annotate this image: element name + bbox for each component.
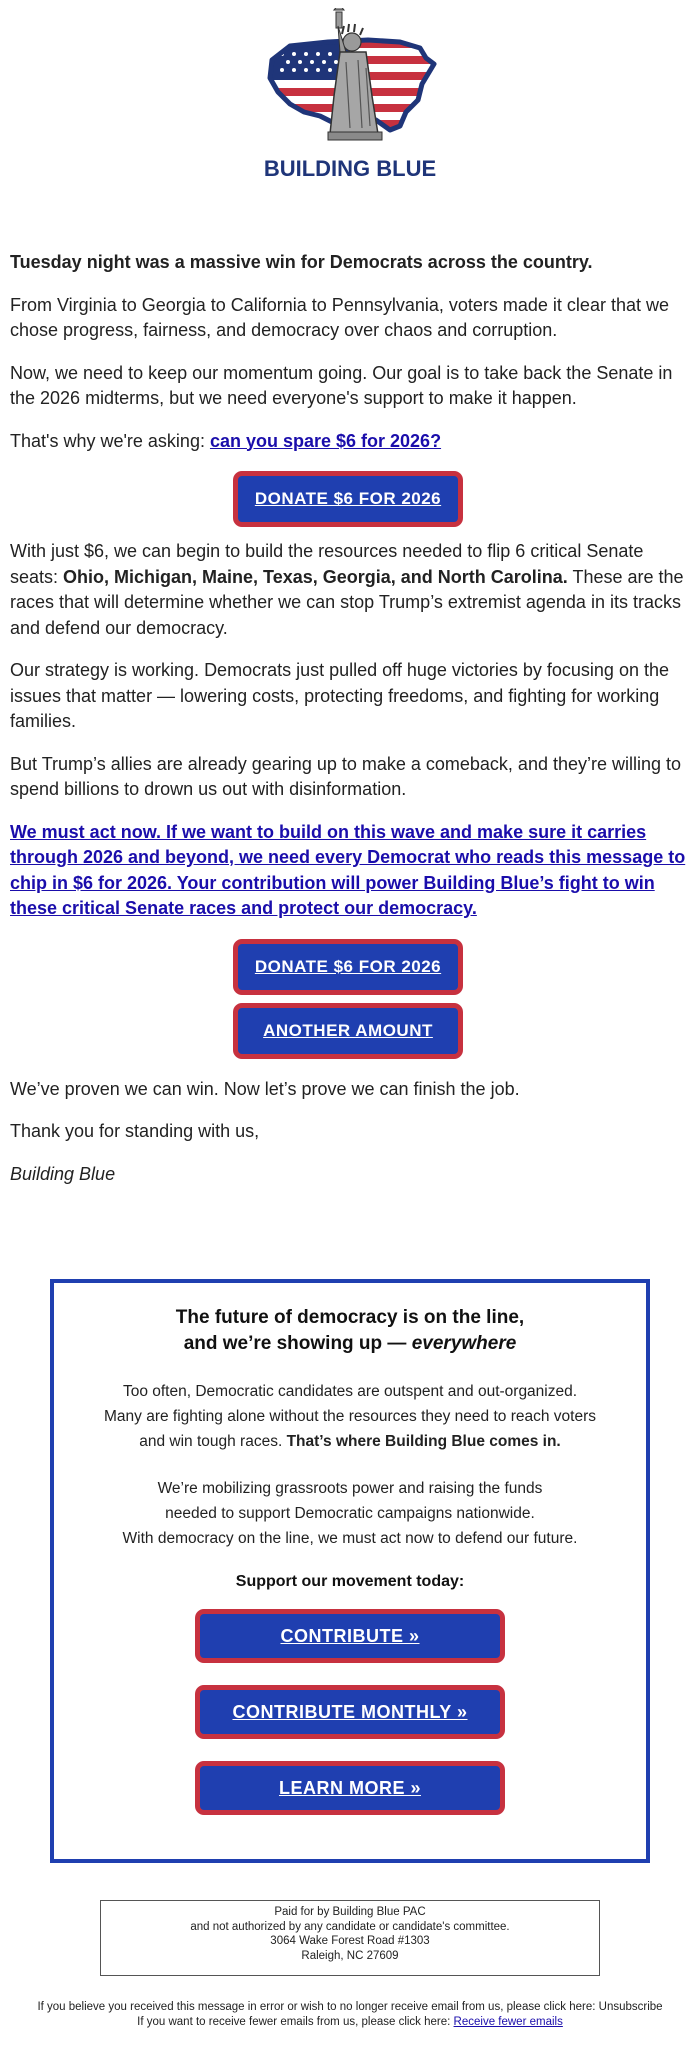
cta-row [54,1685,646,1739]
box-paragraph: We’re mobilizing grassroots power and raising the funds needed to support Democratic campaigns nationwide. With democracy on the line, we must act now to defend our future. [122,1480,578,1547]
body-paragraph: With just $6, we can begin to build the resources needed to flip 6 critical Senate seats: Ohio, Michigan, Maine, Texas, Georgia, and North Carolina. These are the races that will determine whether we can stop Trump’s extremist agenda in its tracks and defend our democracy. [10,541,684,638]
unsubscribe-line[interactable]: If you believe you received this message in error or wish to no longer receive email from us, please click here: Unsubscribe [37,2001,663,2013]
unsubscribe-section [0,2000,700,2030]
headline-paragraph: Tuesday night was a massive win for Democrats across the country. [10,252,593,272]
spare-6-link[interactable]: can you spare $6 for 2026? [209,430,442,451]
logo-graphic [250,8,450,190]
contribute-monthly-button[interactable]: CONTRIBUTE MONTHLY » [195,1685,505,1739]
act-now-paragraph [10,820,686,922]
fewer-emails-line: If you want to receive fewer emails from us, please click here: Receive fewer emails [137,2016,563,2028]
box-heading: The future of democracy is on the line, and we’re showing up — everywhere [175,1307,525,1354]
body-paragraph: But Trump’s allies are already gearing up to make a comeback, and they’re willing to spend billions to drown us out with disinformation. [10,753,682,799]
body-paragraph: We’ve proven we can win. Now let’s prove we can finish the job. [10,1078,520,1099]
support-label: Support our movement today: [235,1573,465,1590]
cta-row [10,1003,686,1059]
learn-more-button[interactable]: LEARN MORE » [195,1761,505,1815]
ask-paragraph: That's why we're asking: can you spare $6 for 2026? [10,430,442,451]
donate-6-button[interactable]: DONATE $6 FOR 2026 [233,471,463,527]
cta-row [54,1609,646,1663]
fewer-emails-link[interactable]: Receive fewer emails [453,2016,563,2028]
donate-6-button[interactable]: DONATE $6 FOR 2026 [233,939,463,995]
body-paragraph: Our strategy is working. Democrats just pulled off huge victories by focusing on the issues that matter — lowering costs, protecting freedoms, and fighting for working families. [10,660,669,731]
email-body [10,250,686,1204]
paid-for-disclaimer: Paid for by Building Blue PAC and not authorized by any candidate or candidate's committee. 3064 Wake Forest Road #1303 Raleigh, NC 27609 [100,1900,600,1976]
building-blue-logo [0,8,700,190]
another-amount-button[interactable]: ANOTHER AMOUNT [233,1003,463,1059]
act-now-link[interactable]: We must act now. If we want to build on this wave and make sure it carries through 2026 and beyond, we need every Democrat who reads this message to chip in $6 for 2026. Your contribution will power Building Blue’s fight to win these critical Senate races and protect our democracy. [10,821,686,918]
cta-row [10,471,686,527]
cta-row [10,939,686,995]
box-paragraph: Too often, Democratic candidates are outspent and out-organized. Many are fighting alone without the resources they need to reach voters and win tough races. That’s where Building Blue comes in. [104,1383,596,1450]
body-paragraph: Now, we need to keep our momentum going. Our goal is to take back the Senate in the 2026 midterms, but we need everyone's support to make it happen. [10,362,673,408]
closing-line: Thank you for standing with us, [10,1121,260,1141]
logo-text: BUILDING BLUE [263,156,437,181]
cta-row [54,1761,646,1815]
signature: Building Blue [10,1163,116,1184]
movement-box [50,1279,650,1863]
body-paragraph: From Virginia to Georgia to California to Pennsylvania, voters made it clear that we chose progress, fairness, and democracy over chaos and corruption. [10,294,669,340]
contribute-button[interactable]: CONTRIBUTE » [195,1609,505,1663]
